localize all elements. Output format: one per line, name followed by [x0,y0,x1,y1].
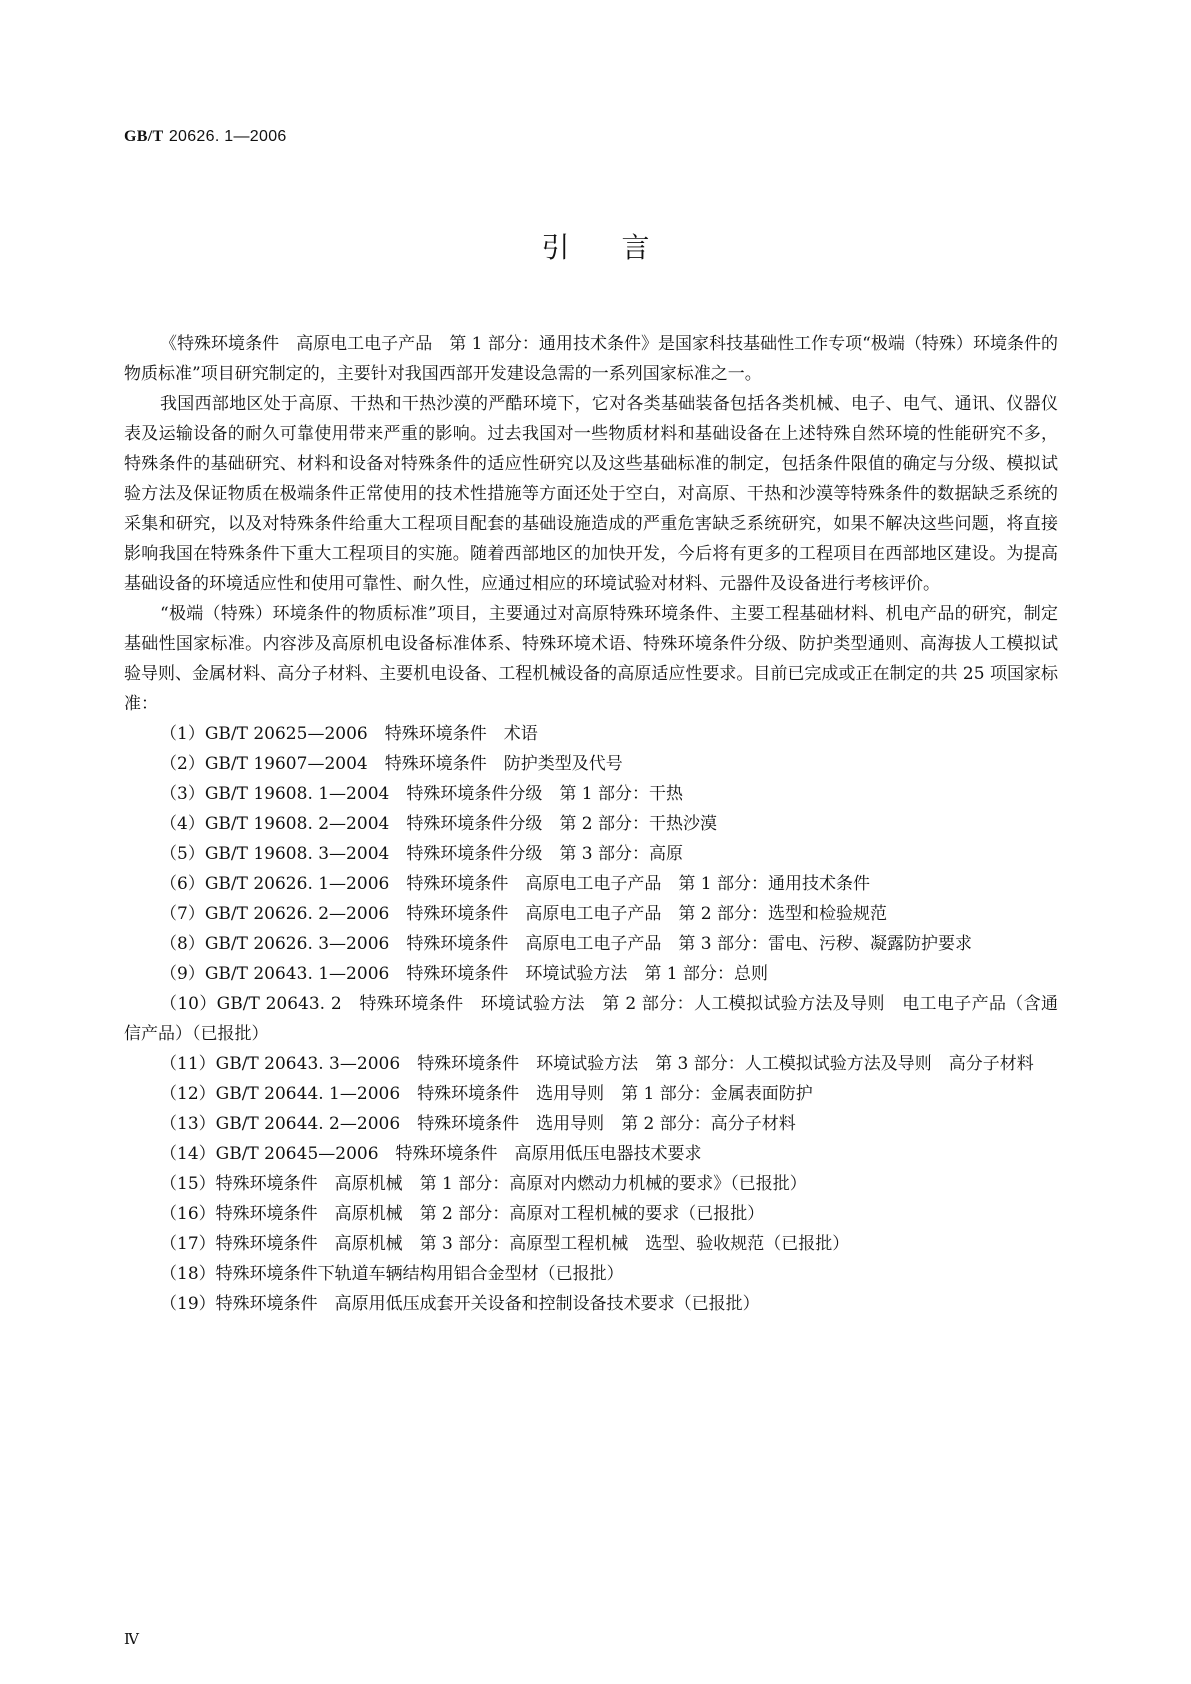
list-item: （11）GB/T 20643. 3—2006 特殊环境条件 环境试验方法 第 3 部分：人工模拟试验方法及导则 高分子材料 [160,1054,1034,1074]
list-item: （6）GB/T 20626. 1—2006 特殊环境条件 高原电工电子产品 第 1 部分：通用技术条件 [160,874,870,894]
intro-paragraph-3: “极端（特殊）环境条件的物质标准”项目，主要通过对高原特殊环境条件、主要工程基础材料、机电产品的研究，制定基础性国家标准。内容涉及高原机电设备标准体系、特殊环境术语、特殊环境条件分级、防护类型通则、高海拔人工模拟试验导则、金属材料、高分子材料、主要机电设备、工程机械设备的高原适应性要求。目前已完成或正在制定的共 25 项国家标准： [124,604,1058,714]
list-item: （17）特殊环境条件 高原机械 第 3 部分：高原型工程机械 选型、验收规范（已报批） [160,1234,850,1254]
list-item: （15）特殊环境条件 高原机械 第 1 部分：高原对内燃动力机械的要求》（已报批） [160,1174,807,1194]
intro-paragraph-1: 《特殊环境条件 高原电工电子产品 第 1 部分：通用技术条件》是国家科技基础性工作专项“极端（特殊）环境条件的物质标准”项目研究制定的，主要针对我国西部开发建设急需的一系列国家标准之一。 [124,334,1058,384]
standards-list [124,719,1058,1319]
intro-paragraph-2: 我国西部地区处于高原、干热和干热沙漠的严酷环境下，它对各类基础装备包括各类机械、电子、电气、通讯、仪器仪表及运输设备的耐久可靠使用带来严重的影响。过去我国对一些物质材料和基础设备在上述特殊自然环境的性能研究不多，特殊条件的基础研究、材料和设备对特殊条件的适应性研究以及这些基础标准的制定，包括条件限值的确定与分级、模拟试验方法及保证物质在极端条件正常使用的技术性措施等方面还处于空白，对高原、干热和沙漠等特殊条件的数据缺乏系统的采集和研究，以及对特殊条件给重大工程项目配套的基础设施造成的严重危害缺乏系统研究，如果不解决这些问题，将直接影响我国在特殊条件下重大工程项目的实施。随着西部地区的加快开发，今后将有更多的工程项目在西部地区建设。为提高基础设备的环境适应性和使用可靠性、耐久性，应通过相应的环境试验对材料、元器件及设备进行考核评价。 [124,394,1058,594]
list-item: （4）GB/T 19608. 2—2004 特殊环境条件分级 第 2 部分：干热沙漠 [160,814,717,834]
list-item: （12）GB/T 20644. 1—2006 特殊环境条件 选用导则 第 1 部分：金属表面防护 [160,1084,813,1104]
standard-prefix: GB/T [124,128,164,145]
list-item: （9）GB/T 20643. 1—2006 特殊环境条件 环境试验方法 第 1 部分：总则 [160,964,768,984]
page-number: Ⅳ [124,1632,139,1648]
list-item: （14）GB/T 20645—2006 特殊环境条件 高原用低压电器技术要求 [160,1144,702,1164]
list-item: （18）特殊环境条件下轨道车辆结构用铝合金型材（已报批） [160,1264,624,1284]
list-item: （10）GB/T 20643. 2 特殊环境条件 环境试验方法 第 2 部分：人工模拟试验方法及导则 电工电子产品（含通信产品）（已报批） [124,994,1058,1044]
list-item: （3）GB/T 19608. 1—2004 特殊环境条件分级 第 1 部分：干热 [160,784,683,804]
list-item: （7）GB/T 20626. 2—2006 特殊环境条件 高原电工电子产品 第 2 部分：选型和检验规范 [160,904,887,924]
document-body [124,329,1058,1319]
list-item: （1）GB/T 20625—2006 特殊环境条件 术语 [160,724,538,744]
list-item: （16）特殊环境条件 高原机械 第 2 部分：高原对工程机械的要求（已报批） [160,1204,765,1224]
list-item: （8）GB/T 20626. 3—2006 特殊环境条件 高原电工电子产品 第 3 部分：雷电、污秽、凝露防护要求 [160,934,972,954]
page-title: 引言 [541,231,702,264]
standard-number: 20626. 1—2006 [168,128,287,145]
list-item: （19）特殊环境条件 高原用低压成套开关设备和控制设备技术要求（已报批） [160,1294,760,1314]
list-item: （5）GB/T 19608. 3—2004 特殊环境条件分级 第 3 部分：高原 [160,844,683,864]
list-item: （13）GB/T 20644. 2—2006 特殊环境条件 选用导则 第 2 部分：高分子材料 [160,1114,796,1134]
document-header [124,126,287,146]
list-item: （2）GB/T 19607—2004 特殊环境条件 防护类型及代号 [160,754,623,774]
